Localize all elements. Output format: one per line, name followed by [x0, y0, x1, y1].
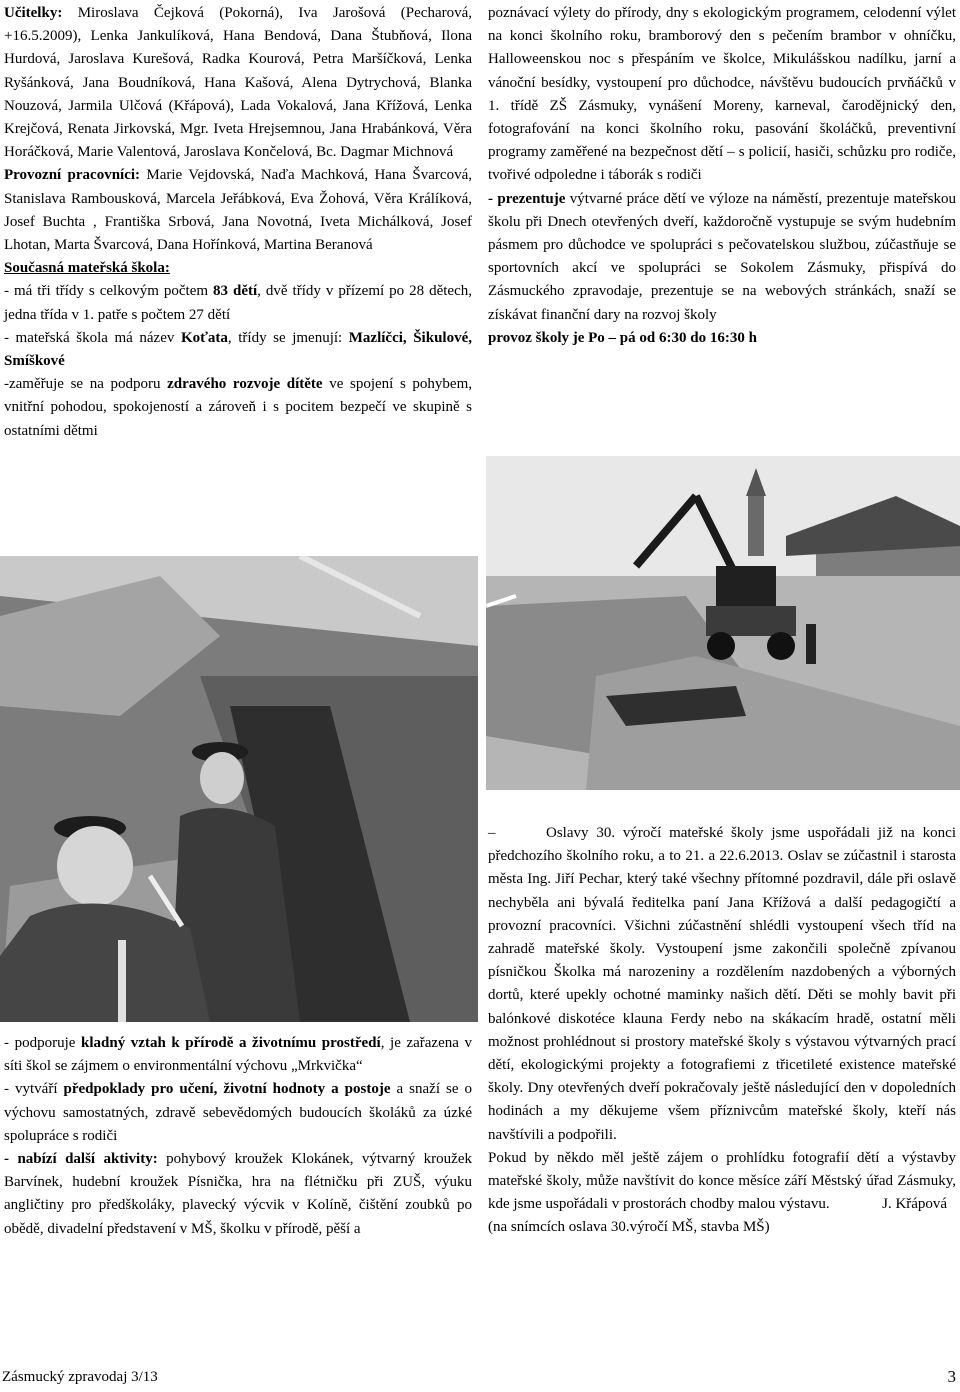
- photo-trench-workers: [0, 556, 478, 1022]
- author-signature: J. Křápová: [882, 1196, 948, 1213]
- page-number: 3: [947, 1367, 956, 1386]
- presentation-paragraph: - prezentuje výtvarné práce dětí ve výloze na náměstí, prezentuje mateřskou školu při Dnech otevřených dveří, každoročně vystupuje se svým hudebním pásmem pro důchodce ve spolupráci s pečovatelskou službou, zúčastňuje se sportovních akcí ve spolupráci se Sokolem Zásmuky, přispívá do Zásmuckého zpravodaje, prezentuje se na webových stránkách, snaží se získávat finanční dary na rozvoj školy: [488, 190, 956, 323]
- page-footer: [0, 1366, 960, 1388]
- publication-name: Zásmucký zpravodaj 3/13: [2, 1369, 158, 1385]
- dash-mark: –: [488, 825, 496, 841]
- staff-section: [4, 2, 472, 443]
- nature-support: - podporuje kladný vztah k přírodě a životnímu prostředí, je zařazena v síti škol se zájmem o environmentální výchovu „Mrkvička“: [4, 1035, 472, 1075]
- teachers-label: Učitelky:: [4, 5, 63, 21]
- school-name-info: - mateřská škola má název Koťata, třídy se jmenují: Mazlíčci, Šikulové, Smíškové: [4, 329, 472, 370]
- operations-label: Provozní pracovníci:: [4, 167, 141, 184]
- exhibition-paragraph: Pokud by někdo měl ještě zájem o prohlídku fotografií dětí a výstavby mateřské školy, může navštívit do konce měsíce září Městský úřad Zásmuky, kde jsme uspořádali v prostorách chodby malou výstavu. J. Křápová: [488, 1149, 956, 1213]
- school-name: Koťata: [180, 329, 228, 346]
- operations-names: Marie Vejdovská, Naďa Machková, Hana Švarcová, Stanislava Rambousková, Marcela Jeřábková, Eva Žohová, Věra Králíková, Josef Buchta , Františka Srbová, Jana Novotná, Iveta Michálková, Josef Lhotan, Marta Švarcová, Dana Hořínková, Martina Beranová: [4, 167, 472, 254]
- support-section: [4, 1032, 472, 1241]
- teachers-paragraph: [4, 2, 472, 164]
- teachers-names: Miroslava Čejková (Pokorná), Iva Jarošová (Pecharová, +16.5.2009), Lenka Jankulíková, Hana Bendová, Dana Štubňová, Ilona Hurdová, Jaroslava Kurešová, Radka Kourová, Petra Maršíčková, Lenka Ryšánková, Jana Boudníková, Hana Kašová, Alena Dytrychová, Blanka Nouzová, Jarmila Ulčová (Křápová), Lada Vokalová, Jana Křížová, Lenka Krejčová, Renata Jirkovská, Mgr. Iveta Hrejsemnou, Jana Hrabánková, Věra Horáčková, Marie Valentová, Jaroslava Končelová, Bc. Dagmar Michnová: [4, 5, 473, 161]
- celebration-paragraph: – Oslavy 30. výročí mateřské školy jsme uspořádali již na konci předchozího školního roku, a to 21. a 22.6.2013. Oslav se zúčastnil i starosta města Ing. Jiří Pechar, který také všechny přítomné pozdravil, dále při oslavě nechyběla ani bývalá ředitelka paní Jana Křížová a další pedagogičtí a provozní pracovníci. Všichni zúčastnění shlédli vystoupení všech tříd na zahradě mateřské školy. Vystoupení jsme zakončili společně zpívanou písničkou Školka má narozeniny a rozdělením nazdobených a výborných dortů, které upekly ochotné maminky našich dětí. Děti se mohly bavit při balónkové diskotéce klauna Ferdy nebo na skákacím hradě, ostatní měli možnost prohlédnout si prostory mateřské školy s výstavou výtvarných prací dětí, ekologickými projekty a fotografiemi z třicetileté existence mateřské školy. Dny otevřených dveří pokračovaly ještě následující den v dopoledních hodinách a my děkujeme všem příznivcům mateřské školy, kteří nás navštívili a podpořili.: [488, 822, 956, 1147]
- focus-info: -zaměřuje se na podporu zdravého rozvoje dítěte ve spojení s pohybem, vnitřní pohodou, spokojeností a zároveň i s pocitem bezpečí ve skupině s ostatními dětmi: [4, 376, 473, 439]
- activities-continued: poznávací výlety do přírody, dny s ekologickým programem, celodenní výlet na konci školního roku, bramborový den s pečením brambor v ohníčku, Halloweenskou noc s přespáním ve školce, Mikulášskou nadílku, jarní a vánoční besídky, vystoupení pro důchodce, návštěvu budoucích prvňáčků v 1. třídě ZŠ Zásmuky, vynášení Moreny, karneval, čarodějnický den, fotografování na konci školního roku, pasování školáčků, preventivní programy zaměřené na bezpečnost dětí – s policií, hasiči, schůzku pro rodiče, tvořivé odpoledne i táborák s rodiči: [488, 5, 956, 184]
- class-names: Mazlíčci, Šikulové, Smíškové: [4, 329, 472, 370]
- opening-hours: provoz školy je Po – pá od 6:30 do 16:30 h: [488, 329, 757, 346]
- classes-info: - má tři třídy s celkovým počtem 83 dětí, dvě třídy v přízemí po 28 dětech, jedna třída v 1. patře s počtem 27 dětí: [4, 283, 472, 323]
- activities-offer: - nabízí další aktivity: pohybový kroužek Klokánek, výtvarný kroužek Barvínek, hudební kroužek Písnička, hra na flétničku při ZUŠ, výuku angličtiny pro předškoláky, plavecký výcvik v Kolíně, čištění zoubků po obědě, divadelní představení v MŠ, školku v přírodě, pěší a: [4, 1151, 472, 1237]
- current-school-heading: Současná mateřská škola:: [4, 260, 170, 277]
- photo-excavator-construction: [486, 456, 960, 790]
- celebration-section: [488, 822, 956, 1240]
- photo-caption: (na snímcích oslava 30.výročí MŠ, stavba MŠ): [488, 1219, 770, 1236]
- operations-paragraph: [4, 164, 472, 257]
- right-top-section: [488, 2, 956, 350]
- children-count: 83 dětí: [213, 283, 258, 300]
- learning-support: - vytváří předpoklady pro učení, životní hodnoty a postoje a snaží se o výchovu samostatných, zdravě sebevědomých budoucích školáků za úzké spolupráce s rodiči: [4, 1081, 472, 1144]
